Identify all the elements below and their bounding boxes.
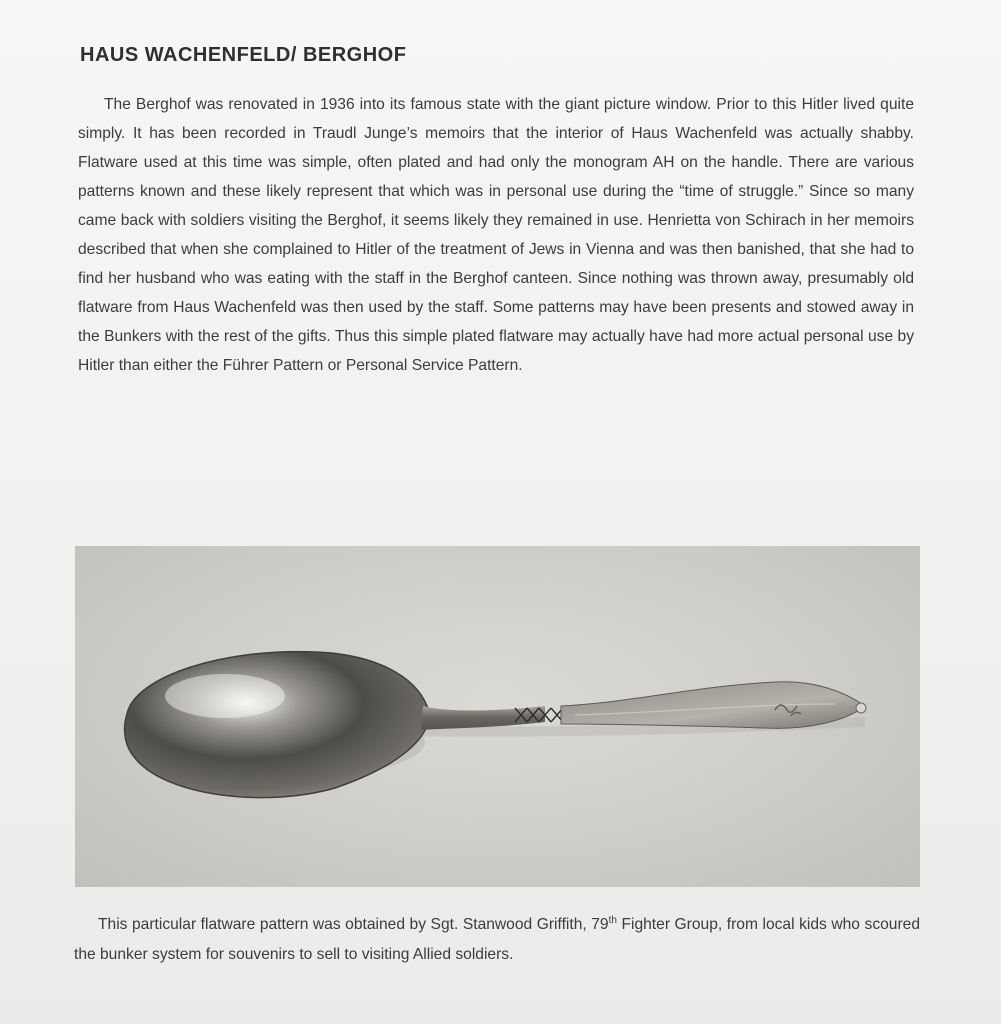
photo-caption — [74, 910, 920, 970]
section-title: HAUS WACHENFELD/ BERGHOF — [80, 44, 407, 66]
caption-superscript: th — [608, 914, 617, 926]
spoon-bowl — [125, 652, 429, 798]
spoon-photograph — [75, 546, 920, 887]
caption-text-end: Fighter Group, from local kids who scoured the bunker system for souvenirs to sell to visiting Allied soldiers. — [74, 916, 920, 963]
spoon-image — [75, 546, 920, 887]
caption-text-start: This particular flatware pattern was obtained by Sgt. Stanwood Griffith, 79 — [98, 916, 609, 933]
spoon-handle — [561, 682, 865, 729]
body-paragraph: The Berghof was renovated in 1936 into its famous state with the giant picture window. Prior to this Hitler lived quite simply. It has been recorded in Traudl Junge’s memoirs that the interior of Haus Wachenfeld was actually shabby. Flatware used at this time was simple, often plated and had only the monogram AH on the handle. There are various patterns known and these likely represent that which was in personal use during the “time of struggle.” Since so many came back with soldiers visiting the Berghof, it seems likely they remained in use. Henrietta von Schirach in her memoirs described that when she complained to Hitler of the treatment of Jews in Vienna and was then banished, that she had to find her husband who was eating with the staff in the Berghof canteen. Since nothing was thrown away, presumably old flatware from Haus Wachenfeld was then used by the staff. Some patterns may have been presents and stowed away in the Bunkers with the rest of the gifts. Thus this simple plated flatware may actually have had more actual personal use by Hitler than either the Führer Pattern or Personal Service Pattern. — [78, 96, 914, 374]
